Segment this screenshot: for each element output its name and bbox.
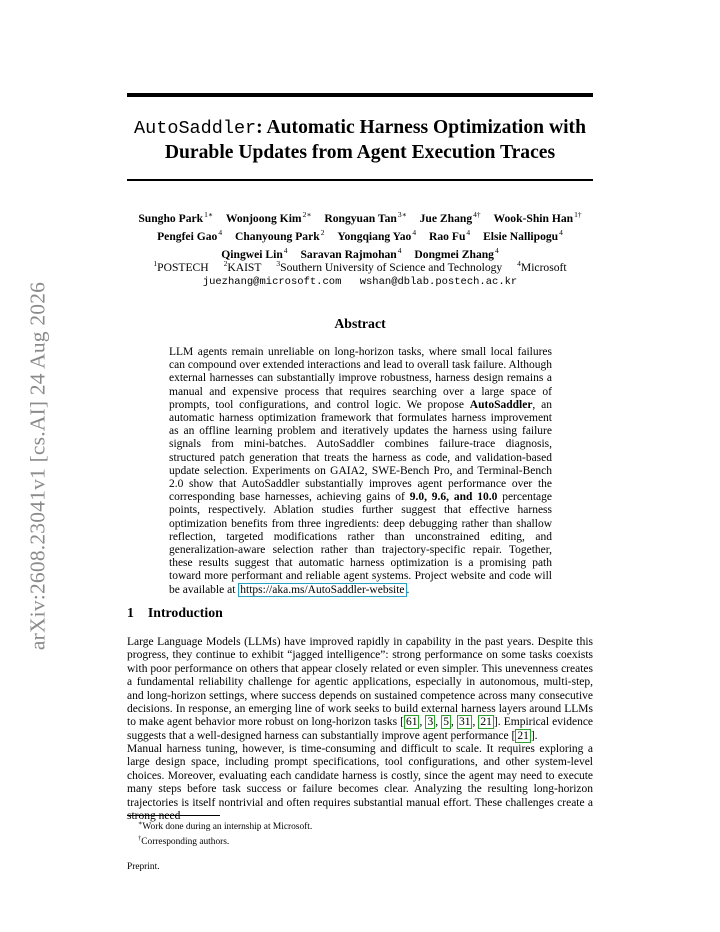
title-line1: : Automatic Harness Optimization with	[256, 117, 586, 138]
title-bottom-rule	[127, 179, 593, 181]
author: Jue Zhang$^{4\dagger}$	[419, 210, 481, 225]
footnote: ∗Work done during an internship at Microsoft.	[138, 820, 313, 833]
email: wshan@dblab.postech.ac.kr	[359, 275, 518, 288]
author: Yongqiang Yao$^4$	[337, 228, 417, 243]
section-number: 1	[127, 605, 134, 620]
affiliation: $^1$POSTECH	[153, 259, 209, 274]
author: Rongyuan Tan$^{3∗}$	[324, 210, 407, 225]
title-top-rule	[127, 93, 593, 97]
author: Chanyoung Park$^2$	[234, 228, 325, 243]
affiliation: $^3$Southern University of Science and Technology	[276, 259, 503, 274]
affiliation: $^4$Microsoft	[517, 259, 567, 274]
citation-link[interactable]: 61	[405, 716, 418, 729]
project-website-link[interactable]: https://aka.ms/AutoSaddler-website	[240, 583, 405, 596]
author-row-1	[127, 208, 593, 226]
paper-title	[127, 116, 593, 165]
author-list	[127, 208, 593, 262]
arxiv-identifier: arXiv:2608.23041v1 [cs.AI] 24 Aug 2026	[25, 281, 50, 651]
citation-link[interactable]: 5	[443, 716, 449, 729]
author: Pengfei Gao$^4$	[157, 228, 223, 243]
footnotes	[127, 818, 593, 848]
title-system-name: AutoSaddler	[134, 118, 257, 139]
section-heading	[127, 605, 593, 621]
footer-preprint: Preprint.	[127, 862, 160, 872]
citation-link[interactable]: 31	[458, 716, 471, 729]
contact-emails	[127, 275, 593, 289]
author: Dongmei Zhang$^4$	[414, 246, 499, 261]
author: Saravan Rajmohan$^4$	[300, 246, 402, 261]
title-line2: Durable Updates from Agent Execution Traces	[164, 142, 556, 163]
citation-link[interactable]: 3	[427, 716, 434, 729]
footnote-rule	[127, 815, 220, 816]
citation-link[interactable]: 21	[517, 729, 529, 742]
intro-paragraph-1: Large Language Models (LLMs) have improved rapidly in capability in the past years. Despite this progress, they continue to exhibit “jagged intelligence”: strong performance on some tasks coexists with poor performance on others that appear closely related or even simpler. This unevenness creates a fundamental reliability challenge for agentic applications, especially in autonomous, multi-step, and long-horizon settings, where success depends on sustained competence across many consecutive decisions. In response, an emerging line of work seeks to build external harness layers around LLMs to make agent behavior more robust on long-horizon tasks [ 61 , 3 , 5 , 31 , 21 ]. Empirical evidence suggests that a well-designed harness can substantially improve agent performance [ 21 ].	[127, 636, 594, 742]
abstract-body: LLM agents remain unreliable on long-horizon tasks, where small local failures can compound over extended interactions and lead to overall task failure. Although external harnesses can substantially improve robustness, harness design remains a manual and expensive process that requires searching over a large space of prompts, tool configurations, and control logic. We propose AutoSaddler, an automatic harness optimization framework that formulates harness improvement as an offline learning problem and iteratively updates the harness using failure signals from mini-batches. AutoSaddler combines failure-trace diagnosis, structured patch generation that treats the harness as code, and validation-based update selection. Experiments on GAIA2, SWE-Bench Pro, and Terminal-Bench 2.0 show that AutoSaddler substantially improves agent performance over the corresponding base harnesses, achieving gains of 9.0, 9.6, and 10.0 percentage points, respectively. Ablation studies further suggest that effective harness optimization benefits from three ingredients: deep debugging rather than shallow reflection, targeted modifications rather than unconstrained editing, and generalization-aware selection rather than trajectory-specific repair. Together, these results suggest that automatic harness optimization is a promising path toward more performant and reliable agent systems. Project website and code will be available at https://aka.ms/AutoSaddler-website .	[169, 346, 552, 596]
affiliation-row	[127, 257, 593, 275]
email: juezhang@microsoft.com	[202, 275, 342, 288]
author: Qingwei Lin$^4$	[221, 246, 288, 261]
author: Wook-Shin Han$^{1\dagger}$	[493, 210, 582, 225]
author-row-2	[127, 226, 593, 244]
footnote: †Corresponding authors.	[138, 835, 230, 848]
intro-paragraph-2: Manual harness tuning, however, is time-consuming and difficult to scale. It requires exploring a large design space, including prompt specifications, tool configurations, and other system-level choices. Moreover, evaluating each candidate harness is costly, since the agent may need to execute many steps before task success or failure becomes clear. Analyzing the resulting long-horizon trajectories is itself nontrivial and often requires substantial manual effort. These challenges create a strong need	[127, 743, 593, 823]
author: Wonjoong Kim$^{2∗}$	[225, 210, 312, 225]
affiliations	[127, 257, 593, 289]
author: Elsie Nallipogu$^4$	[483, 228, 563, 243]
abstract-heading: Abstract	[334, 316, 386, 331]
author: Rao Fu$^4$	[429, 228, 471, 243]
section-title: Introduction	[147, 605, 223, 620]
author: Sungho Park$^{1∗}$	[138, 210, 213, 225]
affiliation: $^2$KAIST	[223, 259, 262, 274]
citation-link[interactable]: 21	[480, 716, 492, 729]
